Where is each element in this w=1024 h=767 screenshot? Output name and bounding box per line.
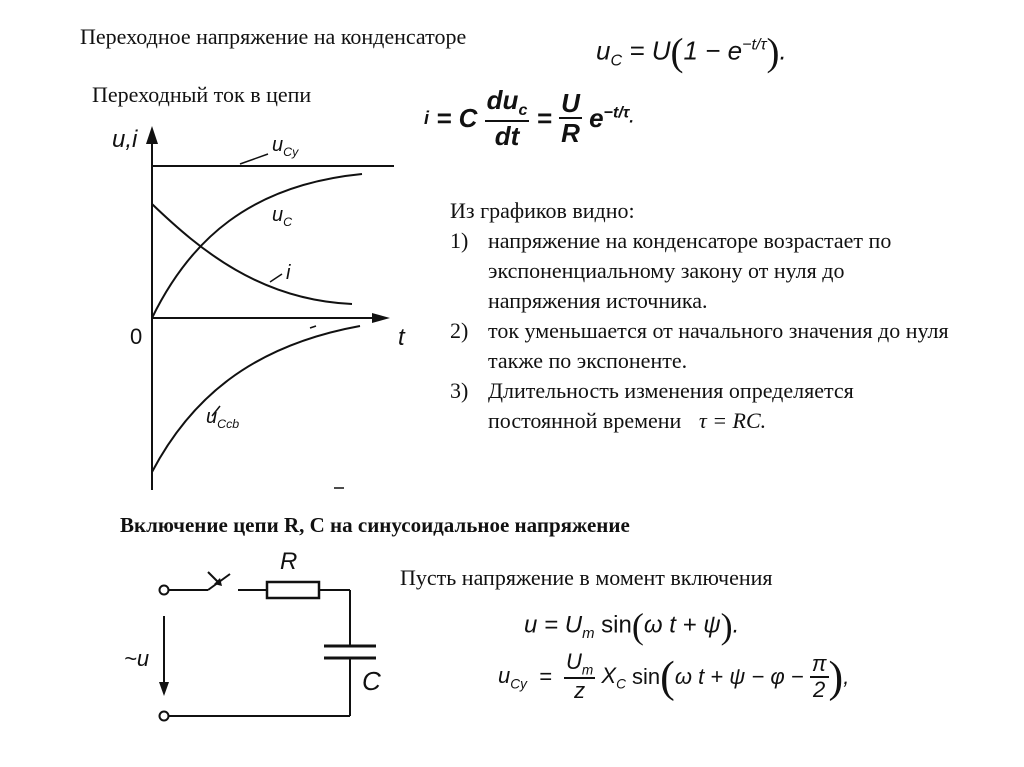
curve-ucy-var: u [272, 134, 284, 156]
section-title: Включение цепи R, C на синусоидальное напряжение [120, 513, 630, 537]
observation-item-1 [450, 226, 1010, 316]
capacitor-label: C [362, 666, 381, 696]
formula-i-num1-sub: c [518, 101, 528, 120]
formula-i-e: e [589, 102, 604, 133]
observation-text: Длительность изменения определяется постоянной времени [488, 378, 854, 433]
observation-text: ток уменьшается от начального значения до нуля также по экспоненте. [488, 318, 949, 373]
formula-ucy-eq: = [539, 663, 552, 689]
formula-u-arg: ω t + ψ [643, 611, 721, 639]
heading-current: Переходный ток в цепи [92, 82, 312, 107]
observation-item-2 [450, 316, 1010, 376]
formula-i-num1: du [486, 85, 519, 115]
formula-ucy-xc: X [601, 662, 617, 688]
curve-uccb-var: u [206, 406, 218, 428]
curve-uc-sub: C [283, 215, 293, 229]
formula-i-den2: R [561, 118, 580, 149]
observation-text: напряжение на конденсаторе возрастает по экспоненциальному закону от нуля до напряжения источника. [488, 228, 892, 313]
open-paren: ( [660, 652, 675, 702]
formula-u-lhs: u [524, 611, 538, 639]
close-paren: ) [766, 31, 780, 74]
ucy-pointer [240, 154, 268, 164]
resistor [267, 582, 319, 598]
open-paren: ( [670, 31, 684, 74]
curve-uc-var: u [272, 204, 284, 226]
curve-uc [152, 174, 362, 318]
formula-ucy-num: U [566, 649, 582, 674]
x-axis-label: t [398, 324, 405, 351]
formula-uc-coef: U [651, 35, 671, 66]
terminal-top [160, 586, 169, 595]
curve-i-label: i [286, 262, 291, 284]
formula-ucy-pi-den: 2 [813, 676, 826, 702]
formula-ucy-num-sub: m [581, 662, 594, 678]
heading-voltage: Переходное напряжение на конденсаторе [80, 24, 467, 49]
observations [450, 196, 1010, 436]
y-axis-label: u,i [112, 126, 138, 153]
formula-i-den1: dt [494, 120, 520, 151]
formula-i-lhs: i [424, 107, 430, 128]
formula-i-end: . [629, 109, 634, 127]
formula-uc-lhs: u [596, 35, 611, 66]
formula-i-eq1: = C [436, 102, 478, 133]
formula-uc-end: . [779, 35, 787, 66]
formula-u-eq: = [544, 611, 559, 639]
i-pointer [270, 274, 282, 282]
observation-num: 1) [450, 228, 469, 253]
curve-uccb-label [206, 406, 239, 431]
y-axis-arrow [146, 126, 158, 144]
formula-u [524, 605, 739, 647]
formula-i-exp: −t/τ [603, 103, 630, 122]
formula-ucy-sin: sin [632, 663, 661, 689]
formula-uc-one-minus: 1 − e [683, 35, 743, 66]
formula-i-eq2: = [536, 102, 552, 133]
open-paren: ( [631, 606, 644, 646]
formula-uc-eq: = [629, 35, 645, 66]
tick-mark [310, 326, 316, 328]
formula-ucy [498, 650, 849, 704]
tau-formula: τ = RC. [698, 408, 767, 433]
x-axis-arrow [372, 313, 390, 323]
formula-uc-lhs-sub: C [610, 51, 623, 70]
formula-ucy-end: , [843, 663, 850, 689]
formula-u-end: . [732, 611, 740, 639]
formula-uc-exp: −t/τ [742, 35, 767, 54]
formula-u-amp: U [564, 611, 583, 639]
source-label: ~u [124, 646, 150, 671]
formula-i-frac2 [559, 89, 582, 148]
formula-ucy-xc-sub: C [616, 675, 626, 691]
close-paren: ) [720, 606, 733, 646]
curve-ucy-sub: Cy [283, 145, 299, 159]
curve-uccb [152, 326, 360, 472]
formula-uc [596, 30, 787, 75]
close-paren: ) [828, 652, 844, 702]
voltage-arrow-head [159, 682, 169, 696]
resistor-label: R [280, 548, 298, 575]
formula-ucy-pi-num: π [810, 652, 829, 678]
terminal-bottom [160, 712, 169, 721]
observations-intro: Из графиков видно: [450, 198, 635, 223]
origin-label: 0 [130, 324, 143, 349]
let-text: Пусть напряжение в момент включения [400, 565, 773, 590]
rc-circuit [110, 550, 370, 720]
switch-arrow [208, 572, 218, 582]
formula-ucy-den: z [574, 678, 586, 704]
formula-i-num2: U [561, 87, 580, 118]
transient-graph [0, 110, 420, 510]
curve-uccb-sub: Ccb [217, 417, 240, 431]
observation-item-3 [450, 376, 1010, 436]
formula-ucy-pi-frac [810, 652, 829, 702]
formula-ucy-lhs: u [498, 662, 511, 688]
curve-ucy-label [272, 134, 298, 159]
curve-uc-label [272, 204, 292, 229]
formula-i-frac1 [485, 86, 530, 151]
observation-num: 3) [450, 378, 469, 403]
formula-ucy-lhs-sub: Cy [510, 675, 527, 691]
observation-num: 2) [450, 318, 469, 343]
formula-ucy-arg: ω t + ψ − φ − [674, 663, 804, 689]
formula-i [424, 86, 634, 151]
curve-i [152, 204, 352, 304]
formula-u-sin: sin [601, 611, 632, 639]
formula-u-amp-sub: m [582, 626, 595, 643]
formula-ucy-frac [564, 650, 595, 704]
